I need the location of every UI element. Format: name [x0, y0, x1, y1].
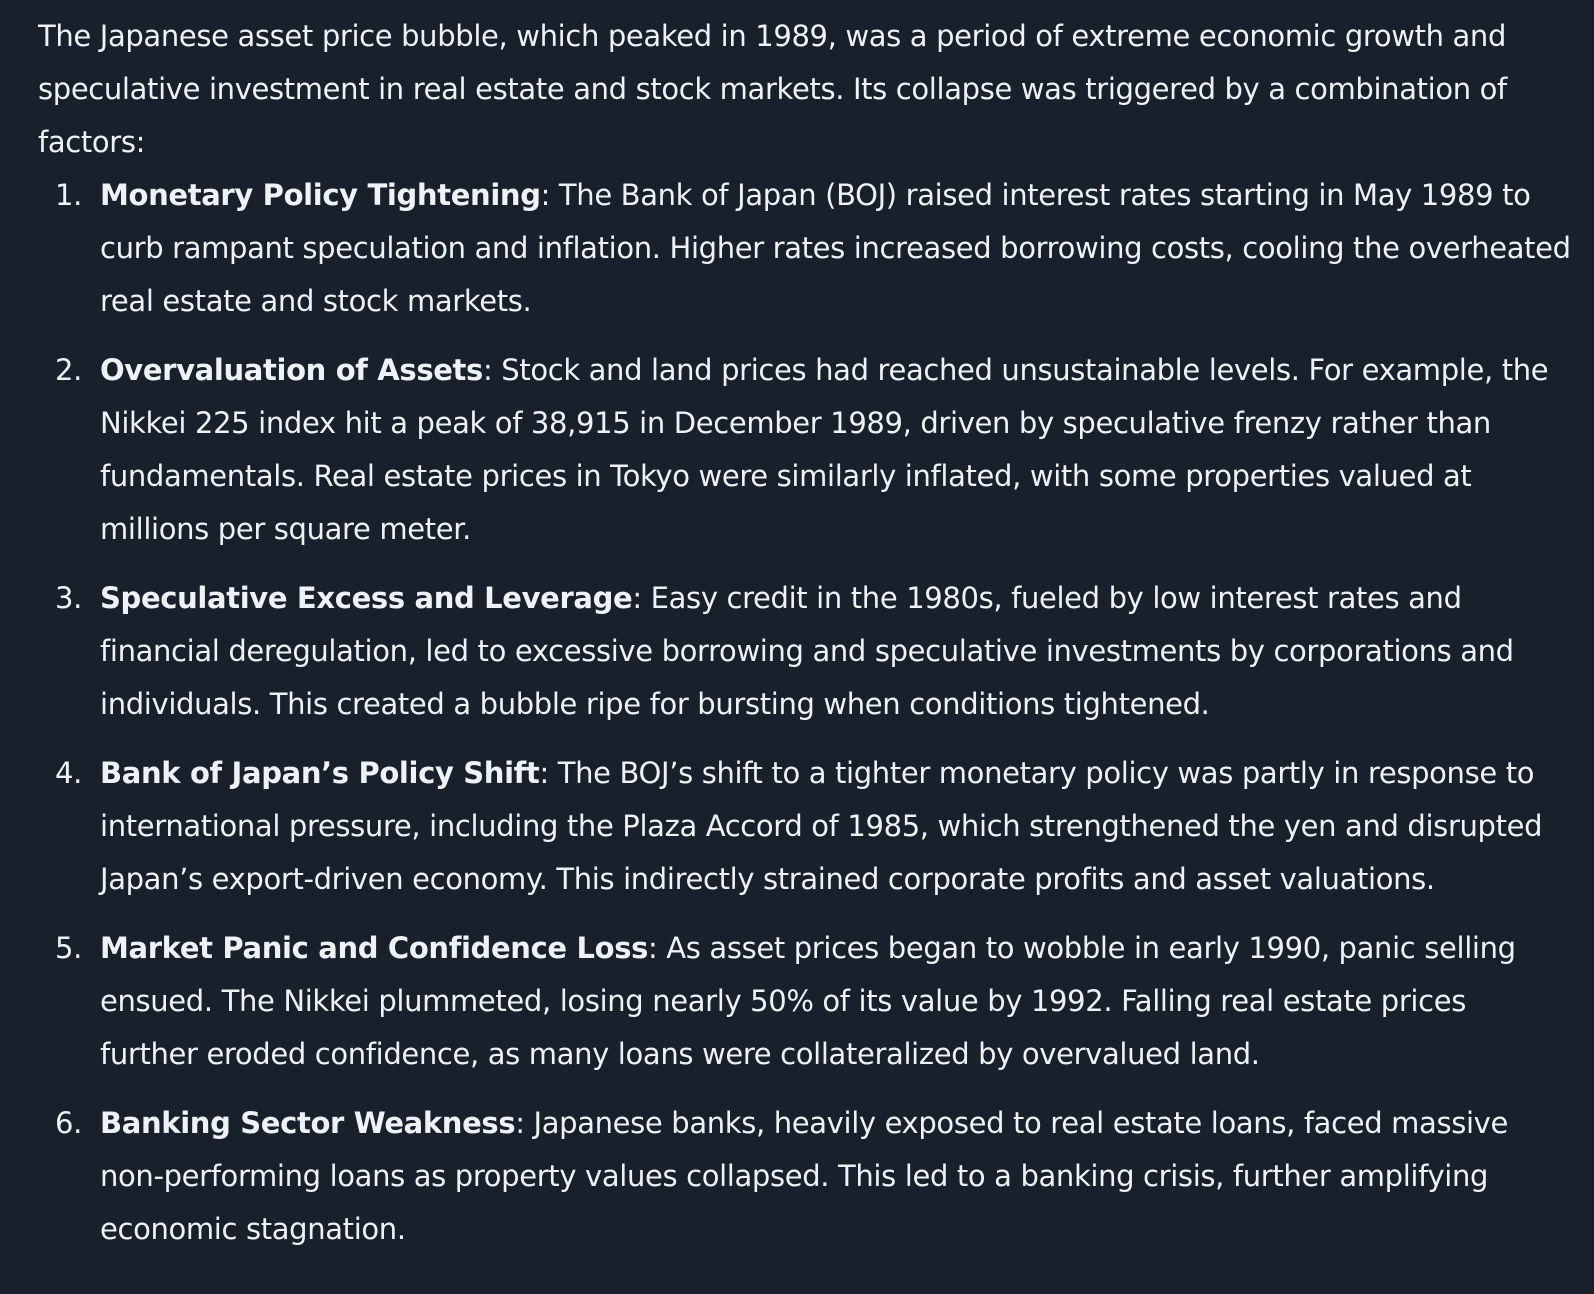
list-item-number: 2.: [55, 353, 82, 387]
list-item-title: Monetary Policy Tightening: [100, 178, 541, 212]
list-item-title: Market Panic and Confidence Loss: [100, 931, 649, 965]
list-item-number: 5.: [55, 931, 82, 965]
list-item-speculative-excess: [38, 572, 1572, 731]
list-item-text: : Easy credit in the 1980s, fueled by low interest rates and financial deregulation, led to excessive borrowing and speculative investments by corporations and individuals. This created a bubble ripe for bursting when conditions tightened.: [100, 581, 1514, 721]
list-item-title: Bank of Japan’s Policy Shift: [100, 756, 540, 790]
list-item-title: Overvaluation of Assets: [100, 353, 483, 387]
list-item-monetary-policy: [38, 169, 1572, 328]
list-item-banking-weakness: [38, 1097, 1572, 1256]
list-item-text: : As asset prices began to wobble in early 1990, panic selling ensued. The Nikkei plummeted, losing nearly 50% of its value by 1992. Falling real estate prices further eroded confidence, as many loans were collateralized by overvalued land.: [100, 931, 1516, 1071]
list-item-text: : Stock and land prices had reached unsustainable levels. For example, the Nikkei 225 index hit a peak of 38,915 in December 1989, driven by speculative frenzy rather than fundamentals. Real estate prices in Tokyo were similarly inflated, with some properties valued at millions per square meter.: [100, 353, 1549, 546]
list-item-text: : The BOJ’s shift to a tighter monetary policy was partly in response to international pressure, including the Plaza Accord of 1985, which strengthened the yen and disrupted Japan’s export-driven economy. This indirectly strained corporate profits and asset valuations.: [100, 756, 1543, 896]
list-item-number: 6.: [55, 1106, 82, 1140]
list-item-text: : Japanese banks, heavily exposed to real estate loans, faced massive non-performing loans as property values collapsed. This led to a banking crisis, further amplifying economic stagnation.: [100, 1106, 1508, 1246]
factor-list: [38, 169, 1572, 1256]
list-item-market-panic: [38, 922, 1572, 1081]
list-item-number: 1.: [55, 178, 82, 212]
list-item-title: Speculative Excess and Leverage: [100, 581, 633, 615]
list-item-number: 4.: [55, 756, 82, 790]
list-item-title: Banking Sector Weakness: [100, 1106, 516, 1140]
list-item-boj-policy-shift: [38, 747, 1572, 906]
list-item-text: : The Bank of Japan (BOJ) raised interest rates starting in May 1989 to curb rampant speculation and inflation. Higher rates increased borrowing costs, cooling the overheated real estate and stock markets.: [100, 178, 1571, 318]
list-item-overvaluation: [38, 344, 1572, 556]
response-text: [38, 10, 1572, 1272]
list-item-number: 3.: [55, 581, 82, 615]
intro-paragraph: The Japanese asset price bubble, which peaked in 1989, was a period of extreme economic growth and speculative investment in real estate and stock markets. Its collapse was triggered by a combination of factors:: [38, 19, 1507, 159]
